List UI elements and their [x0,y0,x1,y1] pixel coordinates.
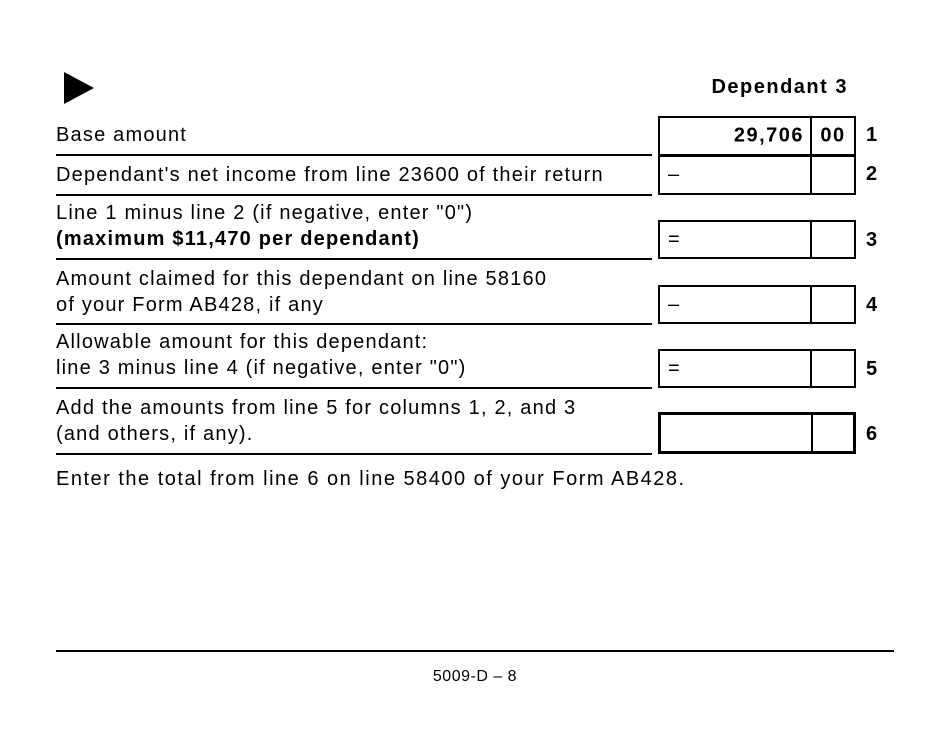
row-5-amount-box [658,349,856,388]
row-4-label-line-2: of your Form AB428, if any [56,294,324,316]
minus-sign: – [668,163,681,186]
minus-sign: – [668,293,681,315]
row-5-label-line-1: Allowable amount for this dependant: [56,331,429,353]
row-1-amount-value: 29,706 [733,124,804,147]
row-2-dollars-field[interactable] [660,157,812,193]
row-6-dollars-field[interactable] [661,415,813,451]
row-6-cents-field[interactable] [813,415,853,451]
arrow-right-icon [64,72,94,104]
row-3-label-line: Line 1 minus line 2 (if negative, enter "0") [56,202,474,224]
row-3-dollars-field[interactable] [660,222,812,257]
row-2-label-line: Dependant's net income from line 23600 of their return [56,164,604,186]
line-number-1: 1 [866,124,878,146]
column-title: Dependant 3 [711,76,848,98]
row-2-cents-field[interactable] [812,157,854,193]
row-4-label [56,266,652,325]
row-3-label [56,200,652,260]
row-1-label [56,122,652,156]
instruction-note: Enter the total from line 6 on line 58400 of your Form AB428. [56,468,686,490]
row-5-label-line-2: line 3 minus line 4 (if negative, enter "0") [56,357,467,379]
row-6-label [56,395,652,455]
line-number-3: 3 [866,229,878,251]
equals-sign: = [668,357,682,379]
row-4-cents-field[interactable] [812,287,854,322]
row-1-cents-field[interactable] [812,118,854,154]
row-6-label-line-2: (and others, if any). [56,423,254,445]
line-number-2: 2 [866,163,878,185]
row-6-label-line-1: Add the amounts from line 5 for columns 1, 2, and 3 [56,397,577,419]
row-5-cents-field[interactable] [812,351,854,386]
row-3-label-bold: (maximum $11,470 per dependant) [56,228,420,250]
line-number-6: 6 [866,423,878,445]
row-1-dollars-field[interactable] [660,118,812,154]
row-1-cents-value: 00 [820,124,846,147]
equals-sign: = [668,228,682,250]
row-2-label [56,162,652,196]
line-number-4: 4 [866,294,878,316]
row-4-label-line-1: Amount claimed for this dependant on line 58160 [56,268,548,290]
row-2-amount-box [658,155,856,195]
row-3-amount-box [658,220,856,259]
row-4-dollars-field[interactable] [660,287,812,322]
row-1-amount-box [658,116,856,156]
row-5-label [56,329,652,389]
page-identifier: 5009-D – 8 [432,668,518,685]
row-3-cents-field[interactable] [812,222,854,257]
line-number-5: 5 [866,358,878,380]
row-1-label-line: Base amount [56,124,188,146]
row-5-dollars-field[interactable] [660,351,812,386]
row-6-total-box [658,412,856,454]
row-4-amount-box [658,285,856,324]
footer-divider [56,650,894,652]
